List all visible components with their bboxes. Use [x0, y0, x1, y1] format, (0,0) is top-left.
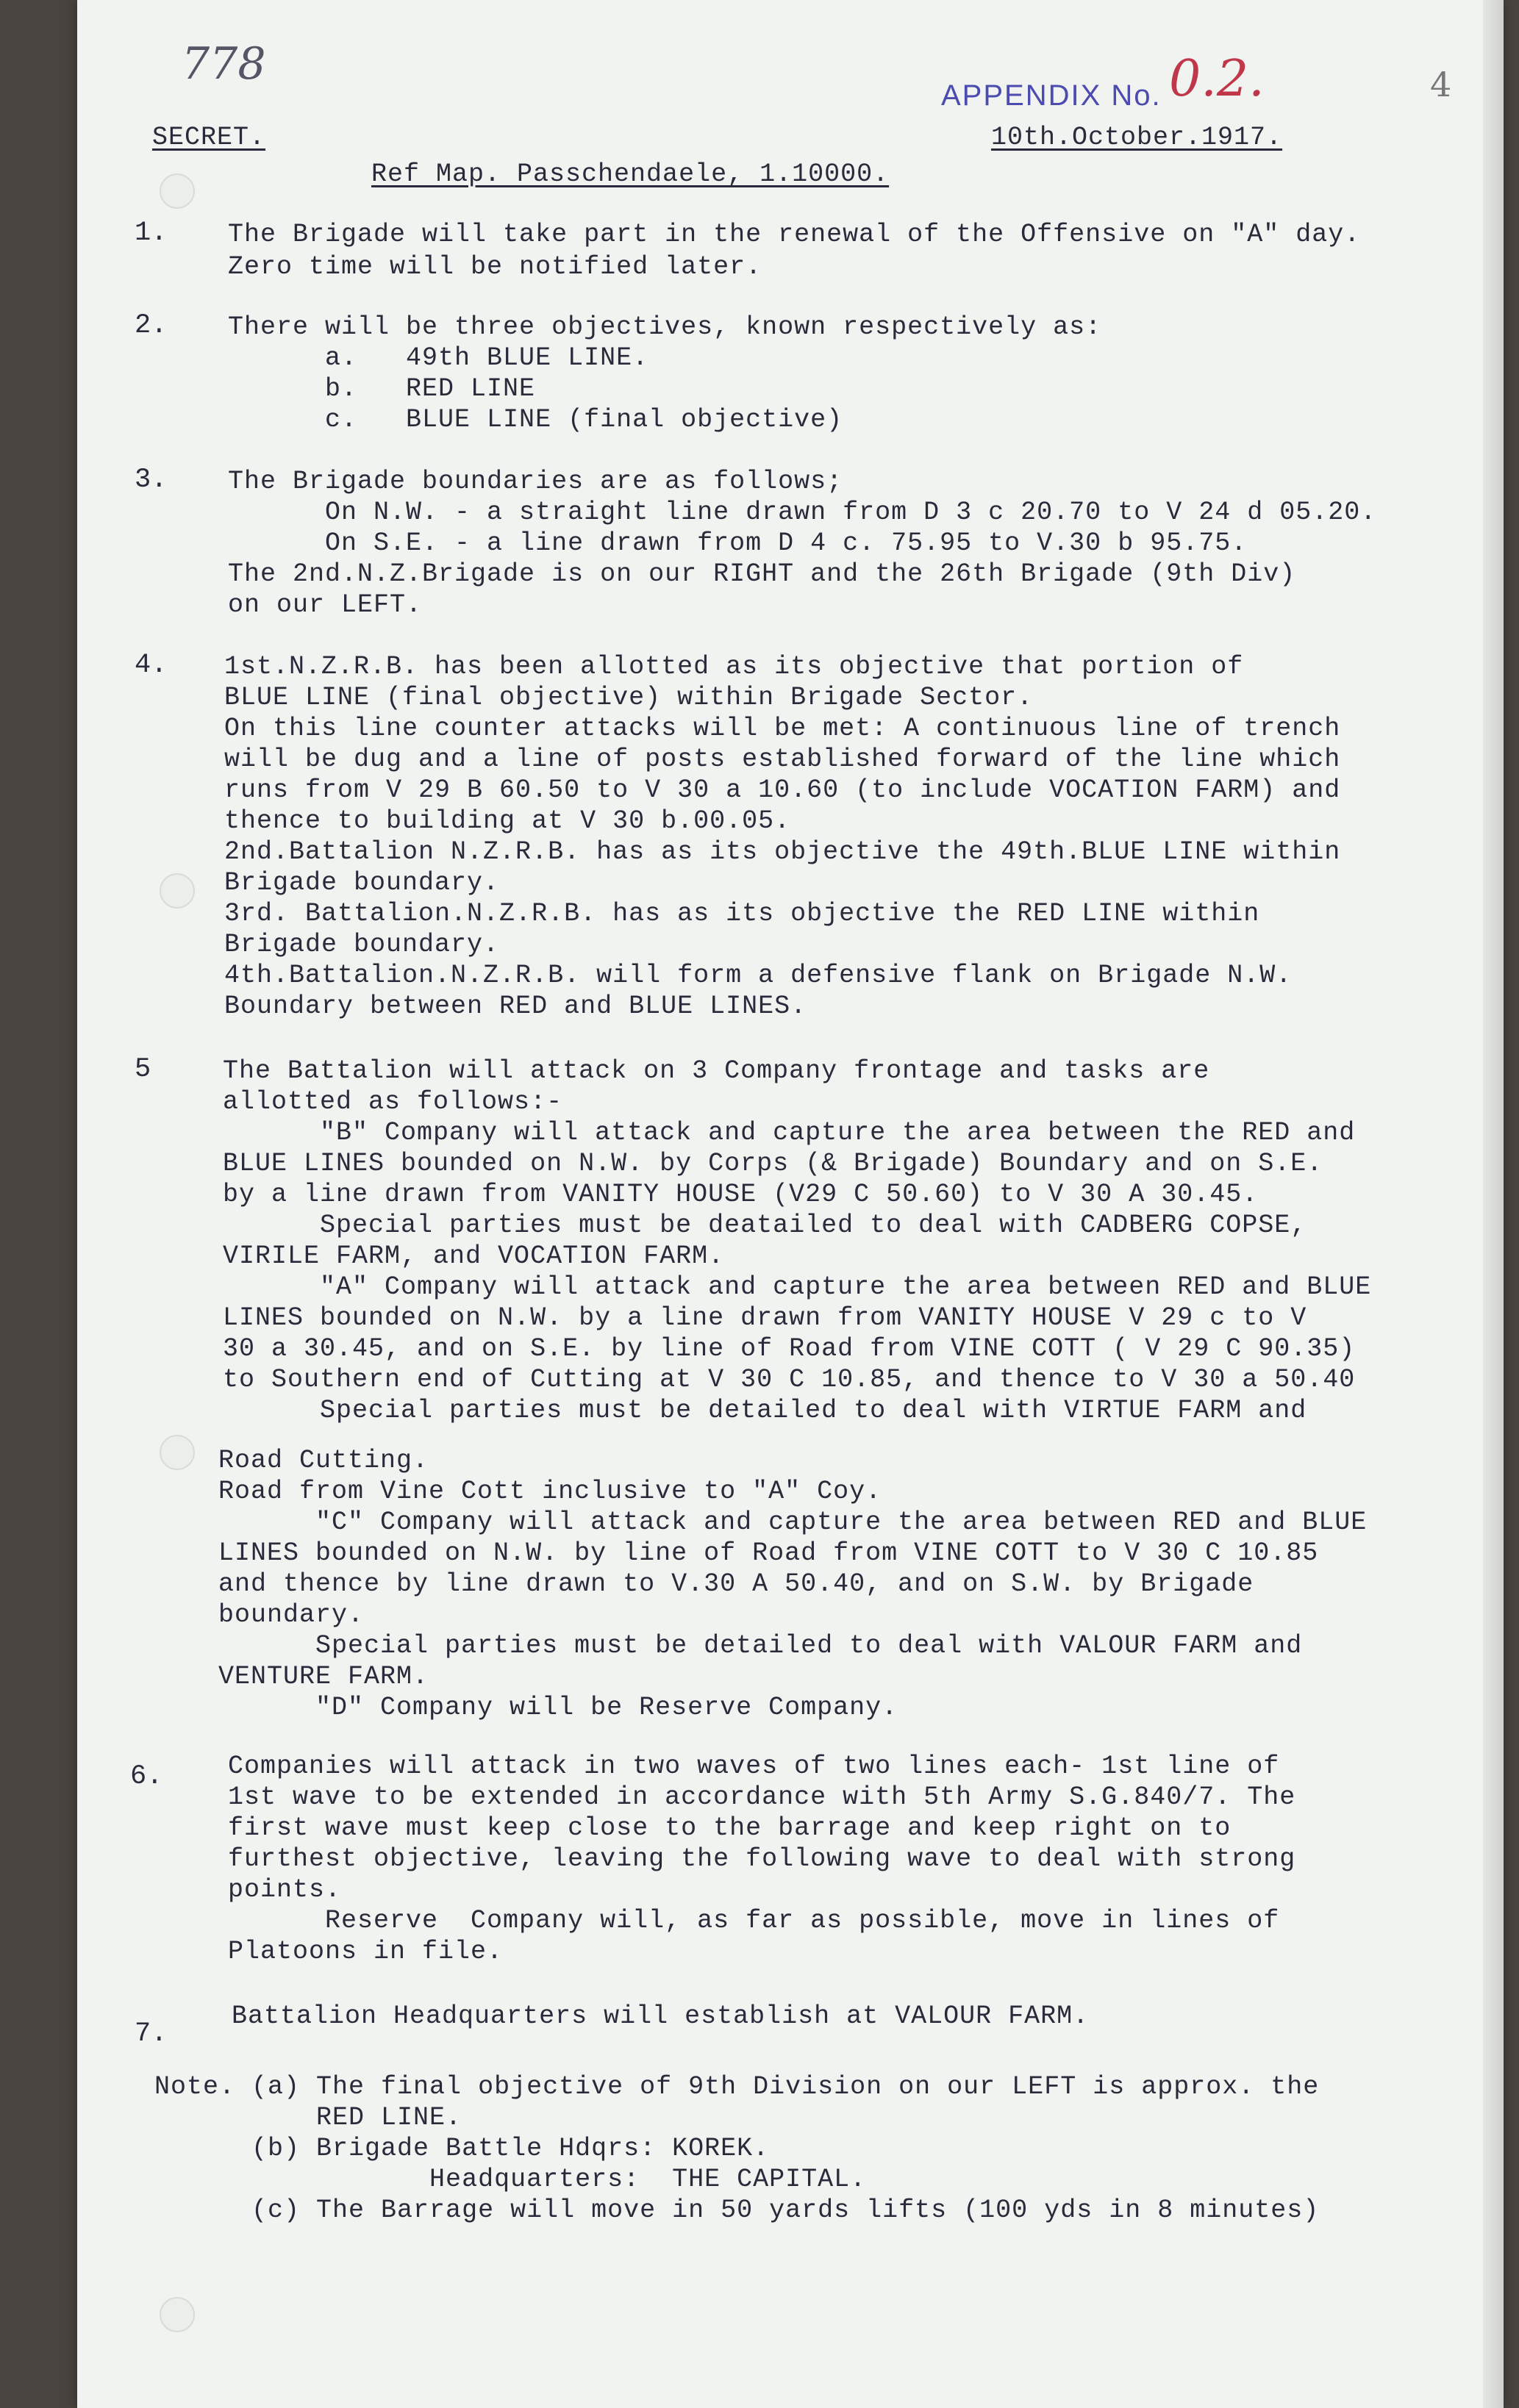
file-number: 778	[182, 38, 266, 90]
para5-line: BLUE LINES bounded on N.W. by Corps (& Brigade) Boundary and on S.E.	[223, 1149, 1323, 1178]
ref-map: Ref Map. Passchendaele, 1.10000.	[371, 160, 890, 189]
para4-line: Brigade boundary.	[224, 868, 500, 897]
document-date: 10th.October.1917.	[991, 123, 1283, 152]
para5-line: "C" Company will attack and capture the area between RED and BLUE	[218, 1508, 1368, 1537]
paragraph-number: 1.	[135, 218, 168, 248]
paragraph-number: 4.	[135, 650, 168, 681]
para5-line: VIRILE FARM, and VOCATION FARM.	[223, 1241, 725, 1271]
para1-line: The Brigade will take part in the renewal of the Offensive on "A" day.	[228, 220, 1361, 249]
para4-line: Brigade boundary.	[224, 930, 500, 959]
paragraph-number: 2.	[135, 310, 168, 341]
para4-line: On this line counter attacks will be met: A continuous line of trench	[224, 714, 1341, 743]
punch-hole	[160, 173, 195, 209]
para2-line: a. 49th BLUE LINE.	[228, 343, 649, 373]
para3-line: The Brigade boundaries are as follows;	[228, 467, 843, 496]
para4-line: Boundary between RED and BLUE LINES.	[224, 992, 807, 1021]
para6-line: 1st wave to be extended in accordance with 5th Army S.G.840/7. The	[228, 1782, 1296, 1812]
para4-line: 4th.Battalion.N.Z.R.B. will form a defensive flank on Brigade N.W.	[224, 961, 1293, 990]
para5-line: Special parties must be detailed to deal with VIRTUE FARM and	[223, 1396, 1307, 1425]
para4-line: 1st.N.Z.R.B. has been allotted as its objective that portion of	[224, 652, 1244, 681]
paragraph-number: 7.	[135, 2018, 168, 2049]
para5-line: allotted as follows:-	[223, 1087, 563, 1117]
para4-line: 2nd.Battalion N.Z.R.B. has as its objective the 49th.BLUE LINE within	[224, 837, 1341, 867]
para4-line: will be dug and a line of posts established forward of the line which	[224, 745, 1341, 774]
appendix-stamp: APPENDIX No.	[941, 79, 1162, 112]
punch-hole	[160, 873, 195, 909]
note-line: Headquarters: THE CAPITAL.	[154, 2165, 867, 2194]
punch-hole	[160, 2297, 195, 2332]
para5-line: "D" Company will be Reserve Company.	[218, 1693, 898, 1722]
para2-line: c. BLUE LINE (final objective)	[228, 405, 843, 434]
para4-line: runs from V 29 B 60.50 to V 30 a 10.60 (to include VOCATION FARM) and	[224, 775, 1341, 805]
document-page	[77, 0, 1504, 2408]
para5-line: VENTURE FARM.	[218, 1662, 429, 1691]
note-line: (c) The Barrage will move in 50 yards lifts (100 yds in 8 minutes)	[154, 2196, 1320, 2225]
para1-line: Zero time will be notified later.	[228, 252, 762, 282]
note-line: (b) Brigade Battle Hdqrs: KOREK.	[154, 2134, 770, 2163]
para5-line: "B" Company will attack and capture the area between the RED and	[223, 1118, 1356, 1147]
para6-line: Reserve Company will, as far as possible, move in lines of	[228, 1906, 1280, 1935]
para5-line: Road from Vine Cott inclusive to "A" Coy.	[218, 1477, 882, 1506]
para2-line: b. RED LINE	[228, 374, 536, 404]
para5-line: to Southern end of Cutting at V 30 C 10.85, and thence to V 30 a 50.40	[223, 1365, 1356, 1394]
para3-line: The 2nd.N.Z.Brigade is on our RIGHT and the 26th Brigade (9th Div)	[228, 559, 1296, 589]
paragraph-number: 5	[135, 1054, 151, 1085]
para5-line: 30 a 30.45, and on S.E. by line of Road from VINE COTT ( V 29 C 90.35)	[223, 1334, 1356, 1364]
note-line: RED LINE.	[154, 2103, 462, 2132]
para6-line: points.	[228, 1875, 342, 1904]
para5-line: boundary.	[218, 1600, 365, 1630]
para3-line: On N.W. - a straight line drawn from D 3 c 20.70 to V 24 d 05.20.	[228, 498, 1377, 527]
appendix-number: 0.2.	[1169, 50, 1265, 108]
para5-line: LINES bounded on N.W. by line of Road from VINE COTT to V 30 C 10.85	[218, 1538, 1319, 1568]
para5-line: Road Cutting.	[218, 1446, 429, 1475]
para6-line: Platoons in file.	[228, 1937, 504, 1966]
para3-line: on our LEFT.	[228, 590, 423, 620]
paragraph-number: 3.	[135, 465, 168, 495]
para4-line: BLUE LINE (final objective) within Brigade Sector.	[224, 683, 1034, 712]
paragraph-number: 6.	[130, 1761, 163, 1792]
para5-line: The Battalion will attack on 3 Company frontage and tasks are	[223, 1056, 1210, 1086]
punch-hole	[160, 1435, 195, 1470]
para5-line: LINES bounded on N.W. by a line drawn from VANITY HOUSE V 29 c to V	[223, 1303, 1307, 1333]
page-number: 4	[1430, 65, 1452, 104]
para4-line: 3rd. Battalion.N.Z.R.B. has as its objective the RED LINE within	[224, 899, 1260, 928]
classification: SECRET.	[152, 123, 266, 152]
para6-line: Companies will attack in two waves of two lines each- 1st line of	[228, 1752, 1280, 1781]
para2-line: There will be three objectives, known respectively as:	[228, 312, 1102, 342]
para5-line: by a line drawn from VANITY HOUSE (V29 C 50.60) to V 30 A 30.45.	[223, 1180, 1259, 1209]
para6-line: first wave must keep close to the barrage and keep right on to	[228, 1813, 1232, 1843]
para6-line: furthest objective, leaving the following wave to deal with strong	[228, 1844, 1296, 1874]
para7-line: Battalion Headquarters will establish at VALOUR FARM.	[232, 2002, 1090, 2031]
para5-line: Special parties must be detailed to deal with VALOUR FARM and	[218, 1631, 1303, 1660]
para5-line: and thence by line drawn to V.30 A 50.40, and on S.W. by Brigade	[218, 1569, 1254, 1599]
para4-line: thence to building at V 30 b.00.05.	[224, 806, 791, 836]
note-line: Note. (a) The final objective of 9th Division on our LEFT is approx. the	[154, 2072, 1320, 2101]
para5-line: Special parties must be deatailed to deal with CADBERG COPSE,	[223, 1211, 1307, 1240]
para3-line: On S.E. - a line drawn from D 4 c. 75.95 to V.30 b 95.75.	[228, 528, 1248, 558]
para5-line: "A" Company will attack and capture the area between RED and BLUE	[223, 1272, 1372, 1302]
